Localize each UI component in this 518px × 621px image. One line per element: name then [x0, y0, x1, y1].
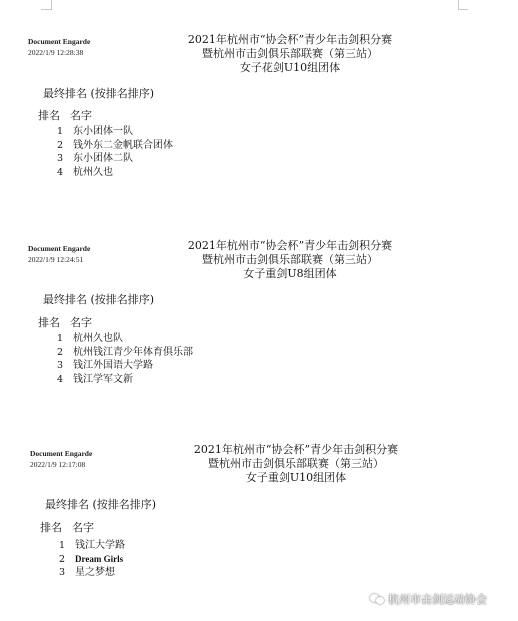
title-line-2: 暨杭州市击剑俱乐部联赛（第三站） [202, 47, 378, 60]
ranking-row [57, 125, 173, 139]
page-corner-mark-left [51, 0, 52, 10]
col-rank-header: 排名 [40, 521, 62, 534]
document-source: Document Engarde [30, 449, 93, 458]
column-headers [38, 109, 102, 123]
final-ranking-label: 最终排名 (按排名排序) [45, 498, 157, 511]
rank-number: 3 [57, 153, 64, 164]
col-name-header: 名字 [70, 109, 92, 122]
wechat-watermark [370, 590, 515, 608]
rank-number: 2 [59, 553, 66, 565]
ranking-row [59, 566, 125, 580]
rank-number: 3 [57, 360, 64, 371]
title-line-3: 女子重剑U10组团体 [245, 471, 347, 484]
team-name: 杭州久也队 [73, 333, 123, 344]
col-name-header: 名字 [72, 521, 94, 534]
ranking-row [59, 553, 125, 567]
rank-number: 1 [57, 333, 64, 344]
ranking-row [59, 539, 125, 553]
document-source: Document Engarde [28, 37, 91, 46]
team-name: 东小团体一队 [73, 126, 133, 137]
document-meta [30, 448, 92, 470]
title-line-1: 2021年杭州市“协会杯”青少年击剑积分赛 [187, 239, 393, 252]
team-name: 杭州钱江青少年体育俱乐部 [73, 346, 193, 358]
rank-number: 1 [57, 126, 64, 137]
ranking-row [57, 346, 193, 360]
title-line-3: 女子重剑U8组团体 [243, 267, 337, 280]
rank-number: 3 [59, 567, 66, 578]
ranking-row [57, 139, 173, 153]
team-name: 杭州久也 [73, 166, 113, 178]
event-title [146, 443, 446, 485]
document-meta [28, 36, 90, 58]
rank-number: 4 [57, 166, 64, 178]
page-corner-mark-right-h [458, 9, 468, 10]
col-name-header: 名字 [70, 316, 92, 329]
title-line-2: 暨杭州市击剑俱乐部联赛（第三站） [208, 457, 384, 470]
document-source: Document Engarde [28, 244, 91, 253]
col-rank-header: 排名 [38, 109, 60, 122]
team-name: 钱江大学路 [75, 540, 125, 551]
ranking-list [57, 125, 173, 179]
team-name: 钱外东二金帆联合团体 [73, 139, 173, 151]
ranking-row [57, 373, 193, 387]
watermark-text: 杭州市击剑运动协会 [388, 593, 487, 606]
rank-number: 2 [57, 139, 64, 151]
col-rank-header: 排名 [38, 316, 60, 329]
document-timestamp: 2022/1/9 12:17:08 [30, 460, 86, 469]
column-headers [40, 521, 104, 535]
rank-number: 1 [59, 540, 66, 551]
team-name: 钱江外国语大学路 [73, 360, 153, 371]
team-name: Dream Girls [75, 553, 124, 564]
column-headers [38, 316, 102, 330]
rank-number: 2 [57, 346, 64, 358]
title-line-1: 2021年杭州市“协会杯”青少年击剑积分赛 [187, 33, 393, 46]
event-title [140, 33, 440, 75]
document-timestamp: 2022/1/9 12:28:38 [28, 48, 84, 57]
ranking-list [59, 539, 125, 580]
rank-number: 4 [57, 373, 64, 385]
team-name: 钱江学军文新 [73, 373, 133, 385]
final-ranking-label: 最终排名 (按排名排序) [43, 293, 155, 306]
document-timestamp: 2022/1/9 12:24:51 [28, 255, 84, 264]
page-corner-mark-left-h [41, 9, 51, 10]
title-line-2: 暨杭州市击剑俱乐部联赛（第三站） [202, 253, 378, 266]
team-name: 东小团体二队 [73, 153, 133, 164]
ranking-row [57, 332, 193, 346]
ranking-list [57, 332, 193, 386]
document-meta [28, 243, 90, 265]
event-title [140, 239, 440, 281]
title-line-3: 女子花剑U10组团体 [239, 61, 341, 74]
wechat-icon [370, 593, 384, 605]
ranking-row [57, 152, 173, 166]
team-name: 星之梦想 [75, 567, 115, 578]
final-ranking-label: 最终排名 (按排名排序) [43, 87, 155, 100]
ranking-row [57, 359, 193, 373]
title-line-1: 2021年杭州市“协会杯”青少年击剑积分赛 [193, 443, 399, 456]
ranking-row [57, 166, 173, 180]
